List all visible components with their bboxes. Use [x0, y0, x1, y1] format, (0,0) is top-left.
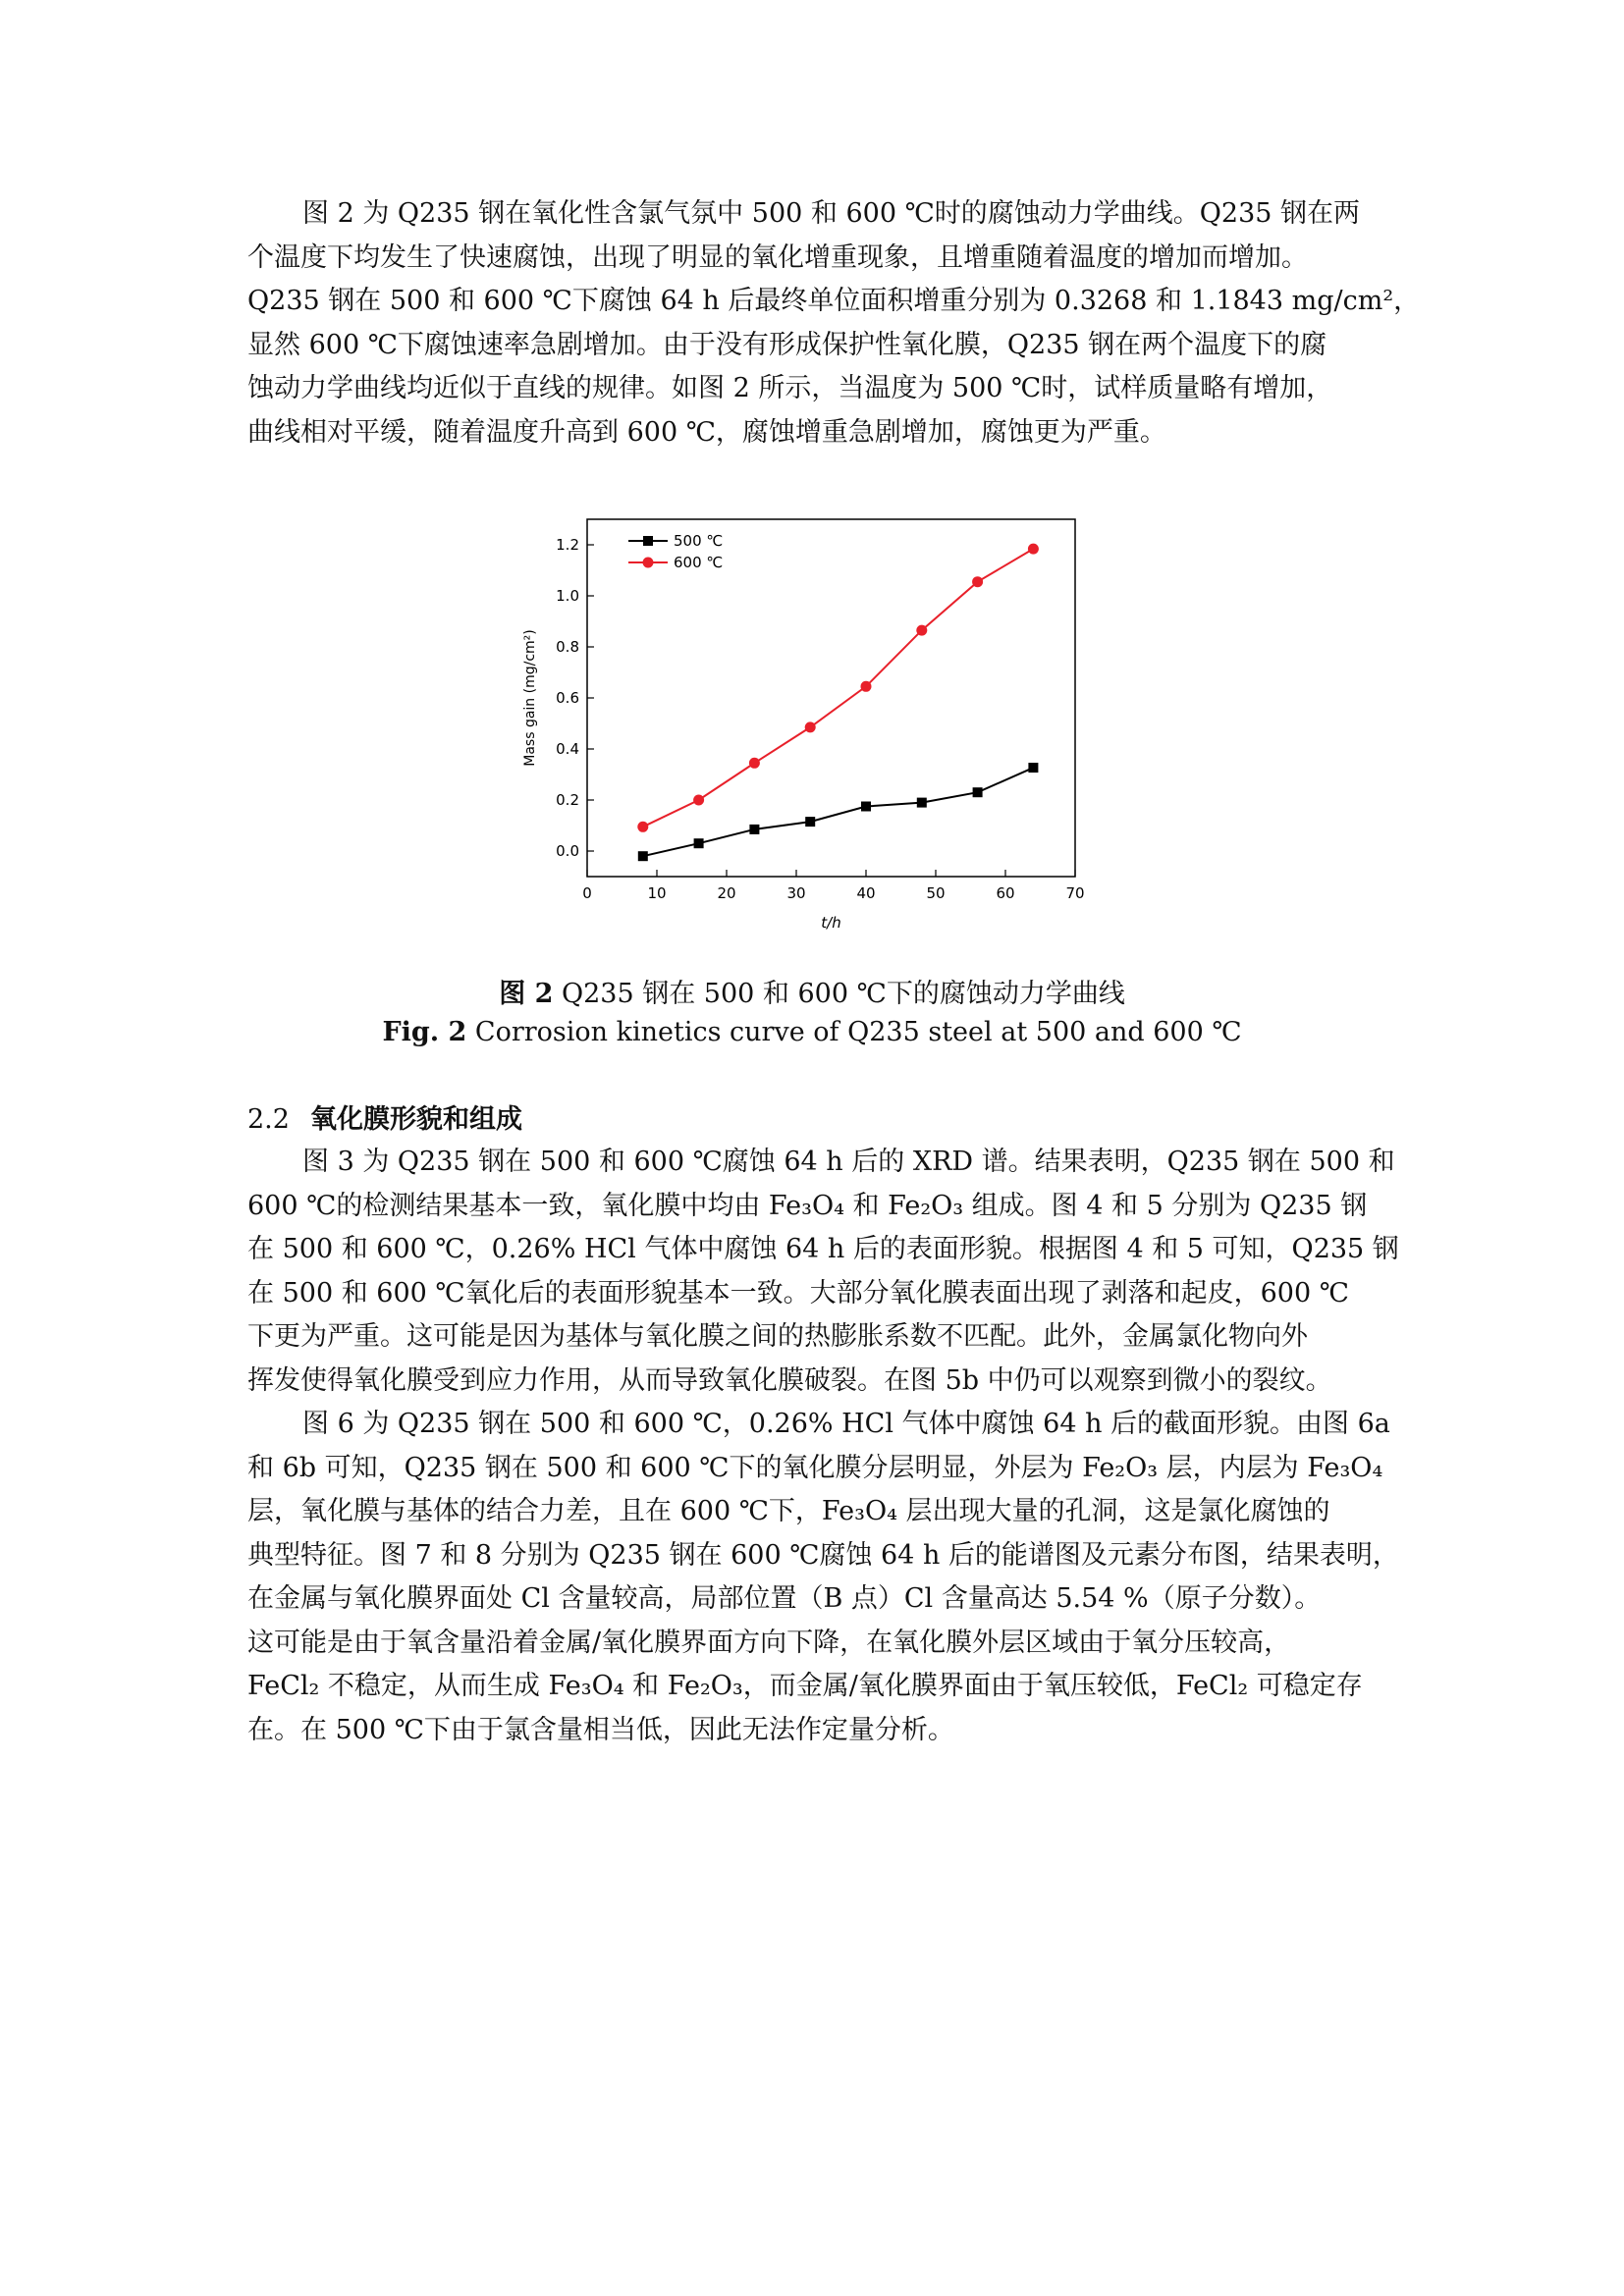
text-line: Q235 钢在 500 和 600 ℃下腐蚀 64 h 后最终单位面积增重分别为 0.3268 和 1.1843 mg/cm²，: [247, 286, 1421, 316]
caption-en-text: Corrosion kinetics curve of Q235 steel at 500 and 600 ℃: [466, 1017, 1242, 1047]
data-point: [916, 625, 927, 636]
data-point: [861, 681, 872, 692]
paragraph-2: [247, 1141, 1399, 1403]
section-heading: [247, 1097, 522, 1136]
legend-marker: [643, 558, 654, 568]
data-point: [972, 576, 983, 587]
figure-caption-en: [0, 1017, 1624, 1047]
y-tick-label: 0.0: [556, 842, 579, 860]
x-tick-label: 10: [647, 884, 667, 902]
text-line: 图 2 为 Q235 钢在氧化性含氯气氛中 500 和 600 ℃时的腐蚀动力学曲线。Q235 钢在两: [302, 198, 1361, 229]
x-tick-label: 70: [1065, 884, 1085, 902]
corrosion-kinetics-chart: [511, 506, 1100, 947]
legend-marker: [643, 536, 653, 546]
text-line: 图 6 为 Q235 钢在 500 和 600 ℃，0.26% HCl 气体中腐蚀 64 h 后的截面形貌。由图 6a: [302, 1409, 1390, 1439]
y-tick-label: 0.6: [556, 689, 579, 707]
text-line: 这可能是由于氧含量沿着金属/氧化膜界面方向下降，在氧化膜外层区域由于氧分压较高，: [247, 1627, 1291, 1658]
section-title: 氧化膜形貌和组成: [310, 1104, 522, 1135]
x-axis-label: t/h: [821, 914, 841, 932]
y-axis-label: Mass gain (mg/cm²): [522, 629, 538, 767]
y-tick-label: 0.4: [556, 740, 579, 758]
text-line: 在。在 500 ℃下由于氯含量相当低，因此无法作定量分析。: [247, 1714, 954, 1745]
text-line: 个温度下均发生了快速腐蚀，出现了明显的氧化增重现象，且增重随着温度的增加而增加。: [247, 241, 1308, 273]
y-tick-label: 1.0: [556, 587, 579, 605]
text-line: 层，氧化膜与基体的结合力差，且在 600 ℃下，Fe₃O₄ 层出现大量的孔洞，这是氯化腐蚀的: [247, 1496, 1330, 1526]
x-tick-label: 50: [926, 884, 946, 902]
plot-frame: [587, 519, 1075, 877]
data-point: [917, 798, 927, 808]
text-line: 在 500 和 600 ℃氧化后的表面形貌基本一致。大部分氧化膜表面出现了剥落和起皮，600 ℃: [247, 1277, 1349, 1308]
data-point: [749, 758, 760, 769]
legend-label: 500 ℃: [674, 532, 724, 550]
figure-2: [511, 506, 1100, 947]
paragraph-3: [247, 1403, 1399, 1752]
series-line-2: [643, 549, 1034, 827]
y-tick-label: 0.8: [556, 638, 579, 656]
data-point: [805, 817, 815, 827]
data-point: [694, 838, 704, 848]
data-point: [693, 795, 704, 806]
text-line: 典型特征。图 7 和 8 分别为 Q235 钢在 600 ℃腐蚀 64 h 后的能谱图及元素分布图，结果表明，: [247, 1539, 1399, 1571]
figure-caption-cn: [0, 972, 1624, 1010]
data-point: [805, 721, 816, 732]
text-line: 曲线相对平缓，随着温度升高到 600 ℃，腐蚀增重急剧增加，腐蚀更为严重。: [247, 416, 1166, 448]
x-tick-label: 60: [996, 884, 1015, 902]
x-tick-label: 40: [856, 884, 876, 902]
data-point: [1028, 763, 1038, 773]
y-tick-label: 0.2: [556, 791, 579, 809]
legend-label: 600 ℃: [674, 554, 724, 571]
data-point: [1028, 544, 1039, 555]
section-number: 2.2: [247, 1104, 290, 1135]
text-line: 图 3 为 Q235 钢在 500 和 600 ℃腐蚀 64 h 后的 XRD 谱。结果表明，Q235 钢在 500 和: [302, 1147, 1395, 1177]
text-line: 600 ℃的检测结果基本一致，氧化膜中均由 Fe₃O₄ 和 Fe₂O₃ 组成。图 4 和 5 分别为 Q235 钢: [247, 1190, 1368, 1221]
y-tick-label: 1.2: [556, 536, 579, 554]
data-point: [973, 787, 983, 797]
text-line: 蚀动力学曲线均近似于直线的规律。如图 2 所示，当温度为 500 ℃时，试样质量略有增加，: [247, 373, 1333, 403]
x-tick-label: 30: [786, 884, 806, 902]
caption-cn-text: Q235 钢在 500 和 600 ℃下的腐蚀动力学曲线: [553, 979, 1125, 1009]
text-line: 显然 600 ℃下腐蚀速率急剧增加。由于没有形成保护性氧化膜，Q235 钢在两个温度下的腐: [247, 329, 1327, 360]
caption-cn-label: 图 2: [499, 979, 554, 1009]
data-point: [638, 851, 648, 861]
text-line: 下更为严重。这可能是因为基体与氧化膜之间的热膨胀系数不匹配。此外，金属氯化物向外: [247, 1321, 1308, 1352]
text-line: 在金属与氧化膜界面处 Cl 含量较高，局部位置（B 点）Cl 含量高达 5.54 %（原子分数）。: [247, 1583, 1322, 1614]
x-tick-label: 20: [717, 884, 736, 902]
x-tick-label: 0: [582, 884, 592, 902]
data-point: [637, 822, 648, 832]
text-line: 挥发使得氧化膜受到应力作用，从而导致氧化膜破裂。在图 5b 中仍可以观察到微小的裂纹。: [247, 1364, 1332, 1396]
data-point: [861, 802, 871, 812]
text-line: 和 6b 可知，Q235 钢在 500 和 600 ℃下的氧化膜分层明显，外层为 Fe₂O₃ 层，内层为 Fe₃O₄: [247, 1452, 1383, 1483]
text-line: 在 500 和 600 ℃，0.26% HCl 气体中腐蚀 64 h 后的表面形貌。根据图 4 和 5 可知，Q235 钢: [247, 1234, 1399, 1264]
caption-en-label: Fig. 2: [382, 1017, 467, 1047]
text-line: FeCl₂ 不稳定，从而生成 Fe₃O₄ 和 Fe₂O₃，而金属/氧化膜界面由于氧压较低，FeCl₂ 可稳定存: [247, 1671, 1363, 1701]
data-point: [749, 825, 759, 834]
paragraph-1: [247, 192, 1421, 454]
